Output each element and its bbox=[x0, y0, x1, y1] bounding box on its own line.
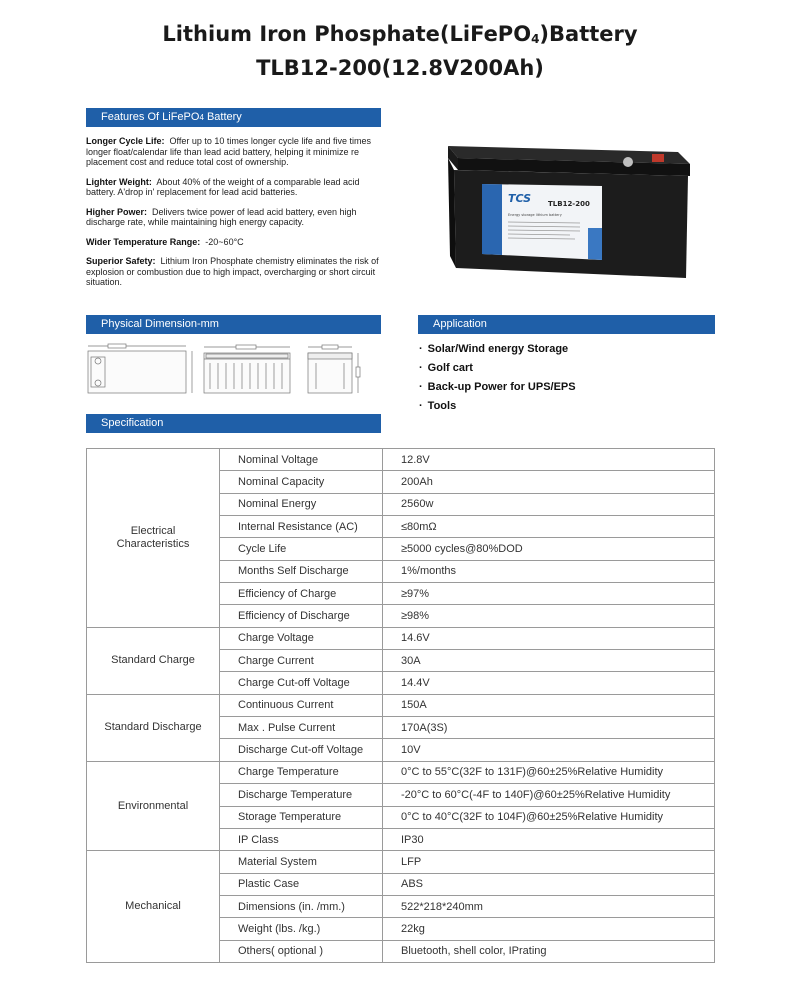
value-cell: ≤80mΩ bbox=[383, 516, 715, 538]
list-item: · Tools bbox=[419, 400, 457, 412]
list-item: · Solar/Wind energy Storage bbox=[419, 343, 569, 355]
value-cell: 0°C to 55°C(32F to 131F)@60±25%Relative Humidity bbox=[383, 761, 715, 783]
param-cell: Dimensions (in. /mm.) bbox=[220, 895, 383, 917]
battery-model-text: TLB12-200 bbox=[548, 200, 590, 208]
category-standard-discharge: Standard Discharge bbox=[87, 694, 220, 761]
value-cell: -20°C to 60°C(-4F to 140F)@60±25%Relative Humidity bbox=[383, 784, 715, 806]
value-cell: 14.4V bbox=[383, 672, 715, 694]
specification-section-header: Specification bbox=[86, 414, 381, 433]
value-cell: 10V bbox=[383, 739, 715, 761]
table-row bbox=[87, 449, 715, 471]
category-standard-charge: Standard Charge bbox=[87, 627, 220, 694]
features-section-header: Features Of LiFePO4 Battery bbox=[86, 108, 381, 127]
category-environmental: Environmental bbox=[87, 761, 220, 850]
value-cell: 522*218*240mm bbox=[383, 895, 715, 917]
category-electrical: Electrical Characteristics bbox=[87, 449, 220, 628]
feature-lighter-weight: Lighter Weight: About 40% of the weight of a comparable lead acid battery. A'drop in' replacement for lead acid batteries. bbox=[86, 176, 360, 197]
param-cell: Efficiency of Discharge bbox=[220, 605, 383, 627]
feature-cycle-life: Longer Cycle Life: Offer up to 10 times longer cycle life and five times longer float/calendar life than lead acid battery, helping it minimize re placement cost and reduce total cost of ownership. bbox=[86, 136, 371, 167]
param-cell: Continuous Current bbox=[220, 694, 383, 716]
param-cell: IP Class bbox=[220, 828, 383, 850]
value-cell: IP30 bbox=[383, 828, 715, 850]
param-cell: Months Self Discharge bbox=[220, 560, 383, 582]
param-cell: Others( optional ) bbox=[220, 940, 383, 962]
table-row bbox=[87, 851, 715, 873]
value-cell: 170A(3S) bbox=[383, 717, 715, 739]
specification-table bbox=[86, 448, 715, 963]
value-cell: ≥5000 cycles@80%DOD bbox=[383, 538, 715, 560]
param-cell: Plastic Case bbox=[220, 873, 383, 895]
page-title: Lithium Iron Phosphate(LiFePO$_4$)Battery bbox=[162, 22, 638, 46]
param-cell: Material System bbox=[220, 851, 383, 873]
value-cell: LFP bbox=[383, 851, 715, 873]
param-cell: Efficiency of Charge bbox=[220, 583, 383, 605]
param-cell: Charge Current bbox=[220, 650, 383, 672]
value-cell: 14.6V bbox=[383, 627, 715, 649]
param-cell: Nominal Capacity bbox=[220, 471, 383, 493]
value-cell: 150A bbox=[383, 694, 715, 716]
category-mechanical: Mechanical bbox=[87, 851, 220, 963]
table-row bbox=[87, 761, 715, 783]
list-item: · Golf cart bbox=[419, 362, 473, 374]
model-title: TLB12-200(12.8V200Ah) bbox=[256, 56, 544, 80]
param-cell: Storage Temperature bbox=[220, 806, 383, 828]
value-cell: 0°C to 40°C(32F to 104F)@60±25%Relative Humidity bbox=[383, 806, 715, 828]
param-cell: Internal Resistance (AC) bbox=[220, 516, 383, 538]
features-list bbox=[86, 136, 386, 297]
value-cell: 12.8V bbox=[383, 449, 715, 471]
param-cell: Cycle Life bbox=[220, 538, 383, 560]
param-cell: Charge Voltage bbox=[220, 627, 383, 649]
application-section-header: Application bbox=[418, 315, 715, 334]
value-cell: ≥98% bbox=[383, 605, 715, 627]
param-cell: Charge Cut-off Voltage bbox=[220, 672, 383, 694]
param-cell: Weight (lbs. /kg.) bbox=[220, 918, 383, 940]
application-list bbox=[419, 340, 576, 416]
param-cell: Discharge Cut-off Voltage bbox=[220, 739, 383, 761]
param-cell: Discharge Temperature bbox=[220, 784, 383, 806]
feature-temperature-range: Wider Temperature Range: -20~60°C bbox=[86, 236, 244, 247]
battery-brand-text: TCS bbox=[508, 192, 532, 205]
dimension-section-header: Physical Dimension-mm bbox=[86, 315, 381, 334]
battery-subtitle-text: Energy storage lithium battery bbox=[508, 213, 562, 217]
battery-image bbox=[440, 136, 695, 286]
value-cell: 200Ah bbox=[383, 471, 715, 493]
param-cell: Charge Temperature bbox=[220, 761, 383, 783]
value-cell: 1%/months bbox=[383, 560, 715, 582]
param-cell: Max . Pulse Current bbox=[220, 717, 383, 739]
list-item: · Back-up Power for UPS/EPS bbox=[419, 381, 576, 393]
param-cell: Nominal Voltage bbox=[220, 449, 383, 471]
dimension-drawings bbox=[86, 343, 382, 403]
table-row bbox=[87, 694, 715, 716]
table-row bbox=[87, 627, 715, 649]
param-cell: Nominal Energy bbox=[220, 493, 383, 515]
feature-safety: Superior Safety: Lithium Iron Phosphate chemistry eliminates the risk of explosion or combustion due to high impact, overcharging or short circuit situation. bbox=[86, 256, 379, 287]
value-cell: ≥97% bbox=[383, 583, 715, 605]
value-cell: ABS bbox=[383, 873, 715, 895]
value-cell: Bluetooth, shell color, IPrating bbox=[383, 940, 715, 962]
value-cell: 22kg bbox=[383, 918, 715, 940]
value-cell: 2560w bbox=[383, 493, 715, 515]
value-cell: 30A bbox=[383, 650, 715, 672]
feature-higher-power: Higher Power: Delivers twice power of lead acid battery, even high discharge rate, while maintaining high energy capacity. bbox=[86, 206, 357, 227]
